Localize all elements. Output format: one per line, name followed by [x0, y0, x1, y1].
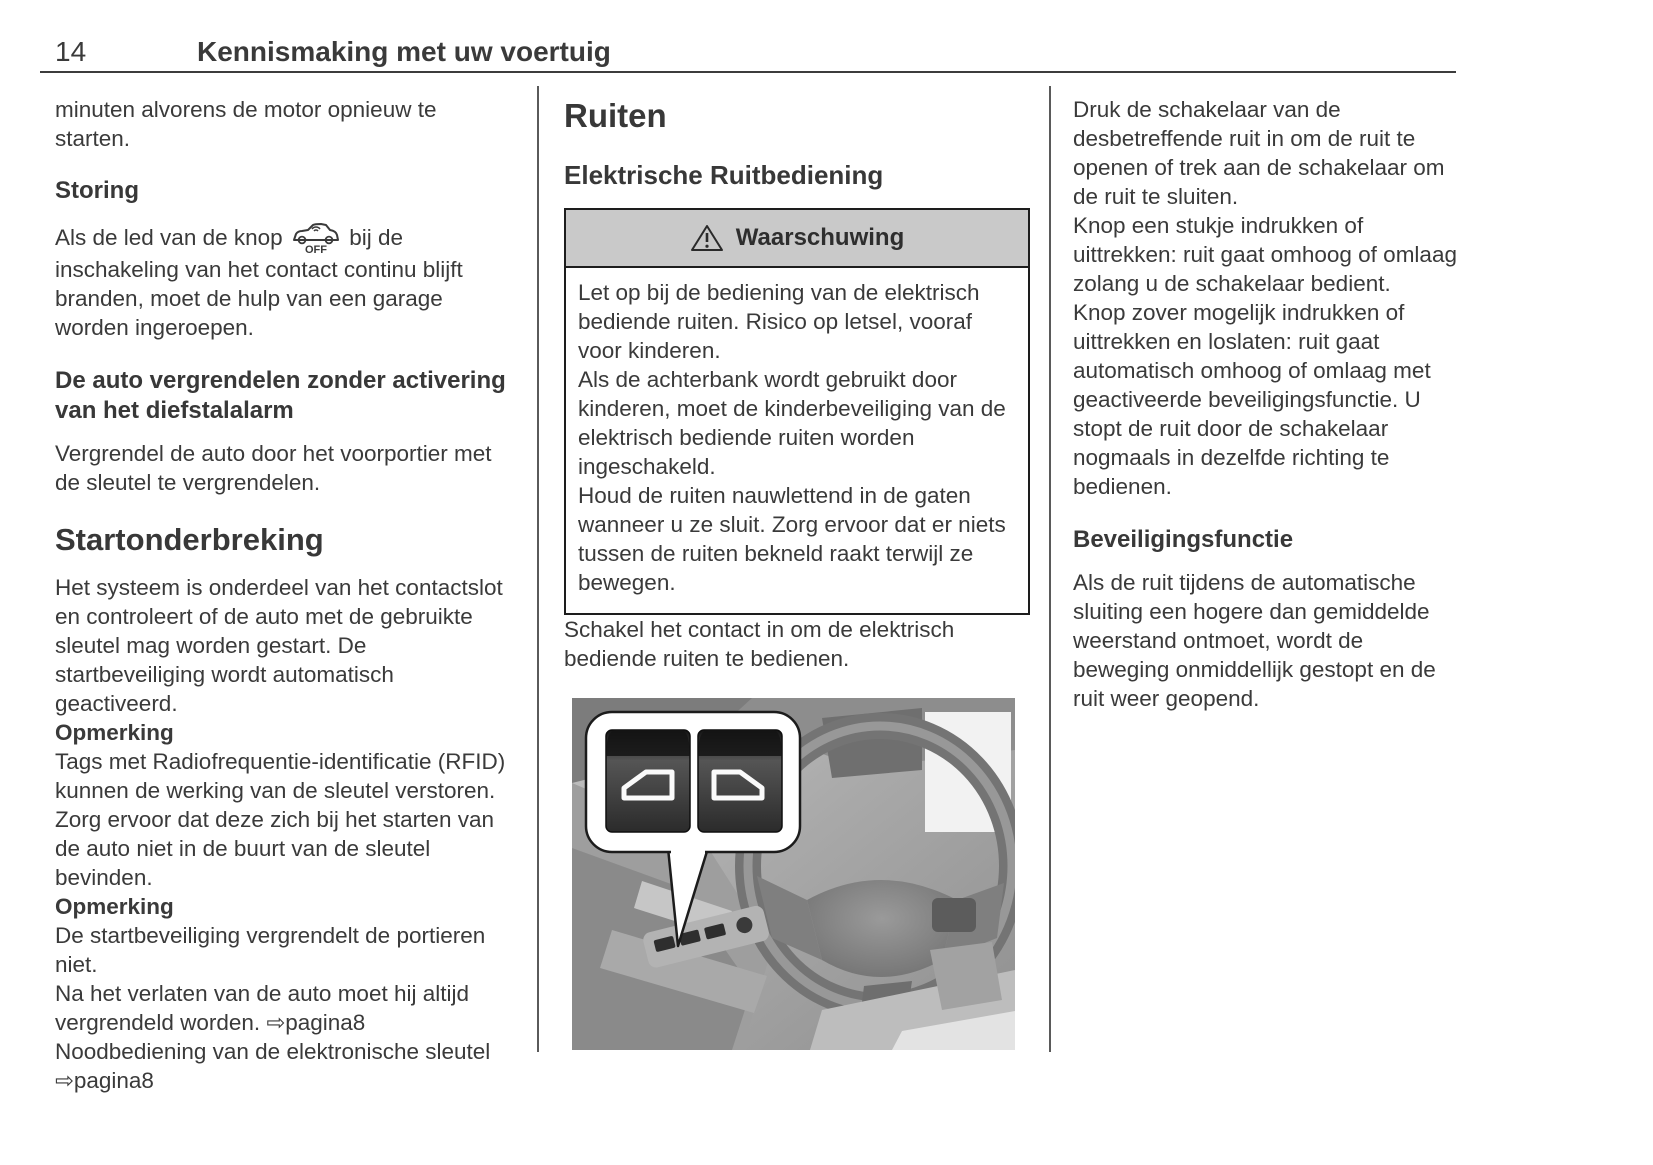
- column-divider-right: [1049, 86, 1051, 1052]
- paragraph: Het systeem is onderdeel van het contactslot en controleert of de auto met de gebruikte sleutel mag worden gestart. De startbeveiliging wordt automatisch geactiveerd.: [55, 575, 503, 716]
- window-switch-front-right-icon: [698, 730, 782, 832]
- warning-box-header: [566, 210, 1028, 268]
- header-rule: [40, 71, 1456, 73]
- heading-ruiten: Ruiten: [564, 97, 667, 134]
- alarm-off-label: OFF: [304, 244, 327, 255]
- page-number: 14: [55, 36, 87, 67]
- paragraph: Vergrendel de auto door het voorportier met de sleutel te vergrendelen.: [55, 441, 492, 495]
- window-switch-front-left-icon: [606, 730, 690, 832]
- warning-paragraph: Let op bij de bediening van de elektrisch bediende ruiten. Risico op letsel, vooraf voor kinderen.: [578, 280, 980, 363]
- note-label: Opmerking: [55, 894, 174, 919]
- warning-triangle-icon: [690, 223, 724, 253]
- heading-beveiligingsfunctie: Beveiligingsfunctie: [1073, 526, 1294, 553]
- note-label: Opmerking: [55, 720, 174, 745]
- warning-paragraph: Als de achterbank wordt gebruikt door kinderen, moet de kinderbeveiliging van de elektrisch bediende ruiten worden ingeschakeld.: [578, 367, 1006, 479]
- note-text-with-page-reference: Noodbediening van de elektronische sleutel ⇨pagina8: [55, 1039, 491, 1093]
- left-column: [55, 95, 512, 1095]
- heading-elektrische-ruitbediening: Elektrische Ruitbediening: [564, 160, 884, 190]
- interior-photo: [572, 698, 1015, 1050]
- heading-lock-without-alarm: De auto vergrendelen zonder activering van het diefstalalarm: [55, 367, 506, 424]
- text-run: bij de inschakeling van het contact continu blijft branden, moet de hulp van een garage worden ingeroepen.: [55, 225, 463, 340]
- paragraph: Druk de schakelaar van de desbetreffende ruit in om de ruit te openen of trek aan de schakelaar om de ruit te sluiten.: [1073, 97, 1445, 209]
- warning-box-body: [566, 268, 1028, 613]
- paragraph: [55, 219, 512, 342]
- note-text-with-page-reference: Na het verlaten van de auto moet hij altijd vergrendeld worden. ⇨pagina8: [55, 981, 469, 1035]
- paragraph: Knop een stukje indrukken of uittrekken: ruit gaat omhoog of omlaag zolang u de schakelaar bedient.: [1073, 213, 1457, 296]
- warning-title: Waarschuwing: [735, 224, 905, 251]
- warning-box: [564, 208, 1030, 615]
- right-column: [1073, 95, 1459, 713]
- heading-immobilizer: Startonderbreking: [55, 522, 324, 557]
- text-run: Als de led van de knop: [55, 225, 283, 250]
- chapter-title: Kennismaking met uw voertuig: [197, 36, 611, 67]
- middle-column: [564, 95, 1030, 1050]
- paragraph: Knop zover mogelijk indrukken of uittrekken en loslaten: ruit gaat automatisch omhoog of omlaag met geactiveerde beveiligingsfunctie. U stopt de ruit door de schakelaar nogmaals in dezelfde richting te bedienen.: [1073, 300, 1431, 499]
- alarm-off-car-icon: [291, 219, 341, 255]
- paragraph: minuten alvorens de motor opnieuw te starten.: [55, 97, 437, 151]
- note-text: De startbeveiliging vergrendelt de portieren niet.: [55, 923, 486, 977]
- wheel-buttons: [932, 898, 976, 932]
- door-switches-figure: [572, 698, 1015, 1050]
- note-text: Tags met Radiofrequentie-identificatie (RFID) kunnen de werking van de sleutel verstoren. Zorg ervoor dat deze zich bij het starten van de auto niet in de buurt van de sleutel bevinden.: [55, 749, 506, 890]
- column-divider-left: [537, 86, 539, 1052]
- paragraph: Als de ruit tijdens de automatische sluiting een hogere dan gemiddelde weerstand ontmoet, wordt de beweging onmiddellijk gestopt en de ruit weer geopend.: [1073, 570, 1436, 711]
- warning-paragraph: Houd de ruiten nauwlettend in de gaten wanneer u ze sluit. Zorg ervoor dat er niets tussen de ruiten bekneld raakt terwijl ze bewegen.: [578, 483, 1006, 595]
- heading-storing: Storing: [55, 177, 139, 204]
- paragraph: Schakel het contact in om de elektrisch bediende ruiten te bedienen.: [564, 617, 955, 671]
